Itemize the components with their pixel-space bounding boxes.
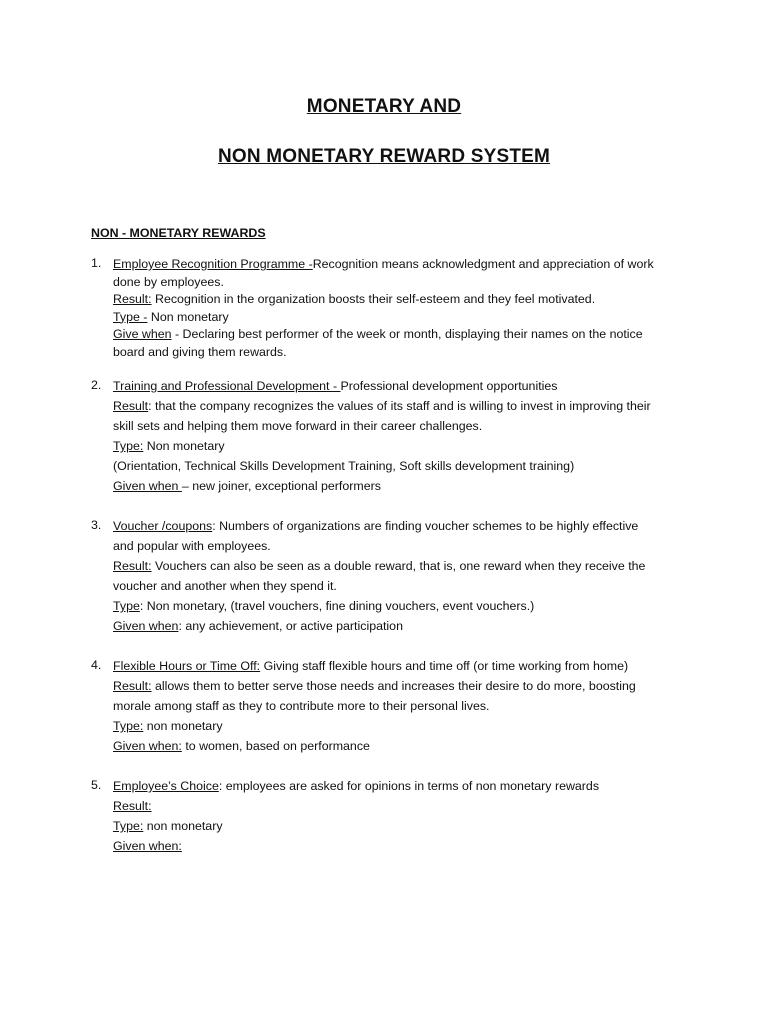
item-heading-text: Giving staff flexible hours and time off (or time working from home) xyxy=(260,659,629,673)
title-line-2: NON MONETARY REWARD SYSTEM xyxy=(217,146,551,167)
item-heading-text: : Numbers of organizations are finding voucher schemes to be highly effective xyxy=(212,519,639,533)
type-label: Type - xyxy=(113,309,148,324)
result-continuation: voucher and another when they spend it. xyxy=(113,579,337,593)
given-label: Given when: xyxy=(113,739,182,753)
given-text: – new joiner, exceptional performers xyxy=(181,479,381,493)
given-text: to women, based on performance xyxy=(181,739,370,753)
list-item-1 xyxy=(91,256,681,361)
result-label: Result: xyxy=(113,679,152,693)
item-number: 1. xyxy=(91,256,102,270)
item-heading: Employee Recognition Programme - xyxy=(113,257,313,271)
type-text: Non monetary xyxy=(147,309,229,324)
type-extra: (Orientation, Technical Skills Development Training, Soft skills development training) xyxy=(113,459,575,473)
result-label: Result: xyxy=(113,799,152,813)
type-text: : Non monetary, (travel vouchers, fine dining vouchers, event vouchers.) xyxy=(139,599,535,613)
list-item-2 xyxy=(91,378,681,496)
given-label: Given when xyxy=(113,619,179,633)
item-heading: Voucher /coupons xyxy=(113,519,213,533)
result-text: Recognition in the organization boosts their self-esteem and they feel motivated. xyxy=(151,292,596,306)
item-heading: Training and Professional Development - xyxy=(113,379,341,393)
type-label: Type: xyxy=(113,819,144,833)
item-heading: Flexible Hours or Time Off: xyxy=(113,659,261,673)
result-label: Result: xyxy=(113,559,152,573)
item-number: 2. xyxy=(91,378,102,392)
item-number: 3. xyxy=(91,518,102,532)
type-text: Non monetary xyxy=(143,439,225,453)
result-text: allows them to better serve those needs and increases their desire to do more, boosting xyxy=(151,679,636,693)
type-label: Type xyxy=(113,599,140,613)
result-continuation: skill sets and helping them move forward in their career challenges. xyxy=(113,419,483,433)
given-continuation: board and giving them rewards. xyxy=(113,344,287,359)
result-text: Vouchers can also be seen as a double reward, that is, one reward when they receive the xyxy=(151,559,646,573)
result-text: : that the company recognizes the values of its staff and is willing to invest in improving their xyxy=(148,399,651,413)
given-label: Give when xyxy=(113,327,172,341)
type-text: non monetary xyxy=(143,719,223,733)
result-label: Result xyxy=(113,399,149,413)
given-text: - Declaring best performer of the week or month, displaying their names on the notice xyxy=(171,327,643,341)
item-heading-continuation: done by employees. xyxy=(113,274,224,289)
given-text: : any achievement, or active participation xyxy=(178,619,403,633)
item-heading-continuation: and popular with employees. xyxy=(113,539,271,553)
item-heading-text: : employees are asked for opinions in terms of non monetary rewards xyxy=(218,779,600,793)
result-continuation: morale among staff as they to contribute more to their personal lives. xyxy=(113,699,490,713)
type-text: non monetary xyxy=(143,819,223,833)
section-heading: NON - MONETARY REWARDS xyxy=(91,226,266,240)
type-label: Type: xyxy=(113,719,144,733)
item-heading-text: Recognition means acknowledgment and appreciation of work xyxy=(312,257,654,271)
list-item-4 xyxy=(91,658,681,756)
title-line-1: MONETARY AND xyxy=(306,96,462,117)
item-heading-text: Professional development opportunities xyxy=(340,379,558,393)
item-number: 5. xyxy=(91,778,102,792)
list-item-3 xyxy=(91,518,681,636)
result-label: Result: xyxy=(113,292,152,306)
item-number: 4. xyxy=(91,658,102,672)
given-label: Given when: xyxy=(113,839,182,853)
type-label: Type: xyxy=(113,439,144,453)
list-item-5 xyxy=(91,778,681,856)
item-heading: Employee’s Choice xyxy=(113,779,219,793)
given-label: Given when xyxy=(113,479,182,493)
